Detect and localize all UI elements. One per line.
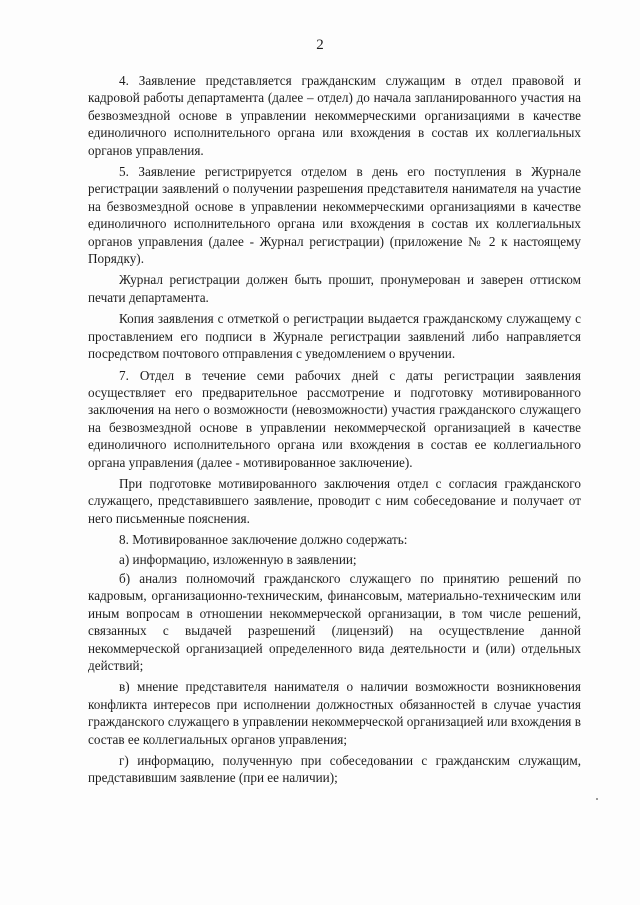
paragraph-7-preliminary-review: 7. Отдел в течение семи рабочих дней с даты регистрации заявления осуществляет его предварительное рассмотрение и подготовку мотивированного заключения на него о возможности (невозможности) участия гражданского служащего на безвозмездной основе в управлении некоммерческой организацией в качестве единоличного исполнительного органа или вхождения в состав ее коллегиального органа управления (далее - мотивированное заключение). [88, 367, 581, 470]
paragraph-copy-of-application: Копия заявления с отметкой о регистрации выдается гражданскому служащему с проставлением его подписи в Журнале регистрации заявлений либо направляется посредством почтового отправления с уведомлением о вручении. [88, 311, 581, 362]
scan-speck [596, 798, 598, 800]
paragraph-journal-binding: Журнал регистрации должен быть прошит, пронумерован и заверен оттиском печати департамента. [88, 272, 581, 305]
paragraph-4-application-submission: 4. Заявление представляется гражданским служащим в отдел правовой и кадровой работы департамента (далее – отдел) до начала запланированного участия на безвозмездной основе в управлении некоммерческими организациями в качестве единоличного исполнительного органа или вхождения в состав их коллегиальных органов управления. [88, 73, 581, 158]
document-body [88, 72, 581, 791]
paragraph-interview: При подготовке мотивированного заключения отдел с согласия гражданского служащего, представившего заявление, проводит с ним собеседование и получает от него письменные пояснения. [88, 475, 581, 526]
paragraph-8-conclusion-contents: 8. Мотивированное заключение должно содержать: [119, 532, 408, 548]
list-item-b: б) анализ полномочий гражданского служащего по принятию решений по кадровым, организационно-техническим, финансовым, материально-техническим или иным вопросам в отношении некоммерческой организации, в том числе решений, связанных с выдачей разрешений (лицензий) на осуществление данной некоммерческой организацией определенного вида деятельности и (или) отдельных действий; [88, 570, 581, 673]
list-item-g: г) информацию, полученную при собеседовании с гражданским служащим, представившим заявление (при ее наличии); [88, 753, 581, 786]
paragraph-5-registration: 5. Заявление регистрируется отделом в день его поступления в Журнале регистрации заявлений о получении разрешения представителя нанимателя на участие на безвозмездной основе в управлении некоммерческими организациями в качестве единоличного исполнительного органа или вхождения в состав их коллегиальных органов управления (далее - Журнал регистрации) (приложение № 2 к настоящему Порядку). [88, 164, 581, 267]
list-item-a: а) информацию, изложенную в заявлении; [119, 551, 357, 567]
list-item-v: в) мнение представителя нанимателя о наличии возможности возникновения конфликта интересов при исполнении должностных обязанностей в случае участия гражданского служащего в управлении некоммерческой организацией или вхождения в состав ее коллегиальных органов управления; [88, 679, 581, 747]
page-number: 2 [316, 37, 324, 53]
